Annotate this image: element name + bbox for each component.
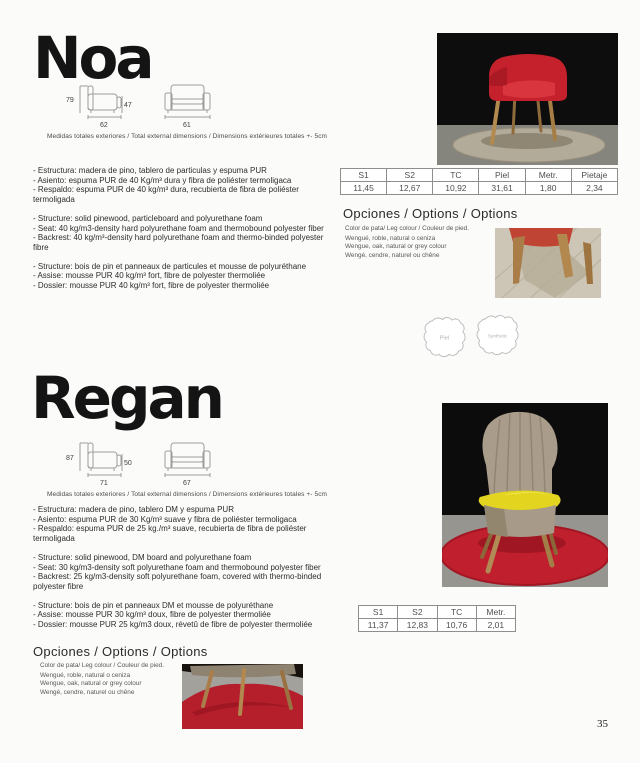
leg-colour-options-noa xyxy=(345,225,469,260)
table-header-cell: Pietaje xyxy=(571,169,617,182)
dim-depth-label: 71 xyxy=(100,480,108,487)
table-value-cell: 11,37 xyxy=(359,619,398,632)
table-value-cell: 12,67 xyxy=(387,182,433,195)
dimensions-note: Medidas totales exteriores / Total external dimensions / Dimensions extérieures totales +- 5cm xyxy=(47,133,328,140)
table-value-row xyxy=(359,619,516,632)
spec-line: - Asiento: espuma PUR de 30 Kg/m³ suave y fibra de poliéster termoligaca xyxy=(33,514,297,524)
table-value-cell: 10,76 xyxy=(437,619,476,632)
dim-depth-label: 62 xyxy=(100,122,108,129)
table-header-cell: S1 xyxy=(341,169,387,182)
spec-line: - Structure: bois de pin et panneaux DM et mousse de polyuréthane xyxy=(33,600,274,610)
leg-colour-line: Color de pata/ Leg colour / Couleur de pied. xyxy=(40,662,164,669)
table-header-cell: Metr. xyxy=(476,606,515,619)
table-value-cell: 12,83 xyxy=(398,619,437,632)
product-photo-regan xyxy=(442,403,608,587)
page-number: 35 xyxy=(597,718,608,730)
dimension-diagram-noa xyxy=(58,82,228,130)
specs-regan xyxy=(33,505,331,639)
dim-height-label: 87 xyxy=(66,455,74,462)
leg-colour-line: Wengué, roble, natural o ceniza xyxy=(40,671,131,679)
table-header-cell: TC xyxy=(433,169,479,182)
table-header-row xyxy=(341,169,618,182)
specs-en xyxy=(33,553,331,592)
spec-line: - Asiento: espuma PUR de 40 Kg/m³ dura y fibra de poliéster termoligaca xyxy=(33,175,292,185)
badge-label-piel: Piel xyxy=(439,335,450,342)
leg-colour-line: Wengue, oak, natural or grey colour xyxy=(345,243,447,251)
price-table-noa xyxy=(340,168,618,195)
product-title-regan: Regan xyxy=(31,364,222,432)
table-value-cell: 31,61 xyxy=(479,182,525,195)
table-header-row xyxy=(359,606,516,619)
table-value-row xyxy=(341,182,618,195)
table-header-cell: Metr. xyxy=(525,169,571,182)
table-value-cell: 2,01 xyxy=(476,619,515,632)
leg-colour-line: Color de pata/ Leg colour / Couleur de pied. xyxy=(345,225,469,232)
spec-line: - Seat: 40 kg/m3-density hard polyurethane foam and thermobound polyester fiber xyxy=(33,223,324,233)
specs-fr xyxy=(33,262,331,291)
options-heading-regan: Opciones / Options / Options xyxy=(33,644,208,659)
dim-height-label: 79 xyxy=(66,97,74,104)
price-table-regan xyxy=(358,605,516,632)
product-photo-noa xyxy=(437,33,618,165)
spec-line: - Backrest: 25 kg/m3-density soft polyurethane foam, covered with thermo-binded polyester fibre xyxy=(33,572,322,591)
table-value-cell: 10,92 xyxy=(433,182,479,195)
leg-colour-line: Wengé, cendre, naturel ou chêne xyxy=(40,688,135,696)
table-header-cell: Piel xyxy=(479,169,525,182)
dimensions-note: Medidas totales exteriores / Total external dimensions / Dimensions extérieures totales +- 5cm xyxy=(47,491,328,498)
specs-en xyxy=(33,214,331,253)
leather-badge-piel xyxy=(421,313,468,361)
spec-line: - Respaldo: espuma PUR de 40 kg/m³ dura, recubierta de fibra de poliéster termoligada xyxy=(33,185,299,205)
specs-fr xyxy=(33,601,331,630)
leg-colour-line: Wengué, roble, natural o ceniza xyxy=(345,234,436,242)
options-heading-noa: Opciones / Options / Options xyxy=(343,206,518,221)
spec-line: - Structure: solid pinewood, particleboard and polyurethane foam xyxy=(33,213,263,223)
leg-colour-line: Wengé, cendre, naturel ou chêne xyxy=(345,251,440,259)
spec-line: - Structure: solid pinewood, DM board and polyurethane foam xyxy=(33,552,252,562)
spec-line: - Dossier: mousse PUR 40 kg/m³ fort, fibre de polyester thermoliée xyxy=(33,281,270,291)
leg-colour-options-regan xyxy=(40,662,164,697)
spec-line: - Backrest: 40 kg/m³-density hard polyurethane foam and thermo-binded polyester fibre xyxy=(33,233,324,252)
spec-line: - Structure: bois de pin et panneaux de particules et mousse de polyuréthane xyxy=(33,261,307,271)
spec-line: - Assise: mousse PUR 30 kg/m³ doux, fibre de polyester thermoliée xyxy=(33,610,271,620)
table-value-cell: 11,45 xyxy=(341,182,387,195)
table-header-cell: S1 xyxy=(359,606,398,619)
spec-line: - Estructura: madera de pino, tablero DM y espuma PUR xyxy=(33,505,234,514)
spec-line: - Assise: mousse PUR 40 kg/m³ fort, fibre de polyester thermoliée xyxy=(33,271,266,281)
dim-arm-label: 47 xyxy=(124,102,132,109)
spec-line: - Seat: 30 kg/m3-density soft polyurethane foam and thermobound polyester fiber xyxy=(33,562,321,572)
table-header-cell: TC xyxy=(437,606,476,619)
table-value-cell: 1,80 xyxy=(525,182,571,195)
table-header-cell: S2 xyxy=(387,169,433,182)
spec-line: - Estructura: madera de pino, tablero de particulas y espuma PUR xyxy=(33,166,267,175)
dim-width-label: 61 xyxy=(183,122,191,129)
product-title-noa: Noa xyxy=(33,24,152,92)
detail-photo-regan xyxy=(182,664,303,729)
spec-line: - Dossier: mousse PUR 25 kg/m3 doux, révetû de fibre de polyester thermoliée xyxy=(33,620,313,630)
dimension-diagram-regan xyxy=(58,440,228,488)
specs-noa xyxy=(33,166,331,300)
dim-arm-label: 50 xyxy=(124,460,132,467)
table-value-cell: 2,34 xyxy=(571,182,617,195)
spec-line: - Respaldo: espuma PUR de 25 kg./m³ suave, recubierta de fibra de poliéster termoligada xyxy=(33,524,307,544)
detail-photo-noa xyxy=(495,228,601,298)
badge-label-synthetic: Synthetic xyxy=(487,333,508,339)
specs-es xyxy=(33,505,331,544)
table-header-cell: S2 xyxy=(398,606,437,619)
specs-es xyxy=(33,166,331,205)
leather-badge-synthetic xyxy=(474,311,521,359)
leg-colour-line: Wengue, oak, natural or grey colour xyxy=(40,680,142,688)
dim-width-label: 67 xyxy=(183,480,191,487)
